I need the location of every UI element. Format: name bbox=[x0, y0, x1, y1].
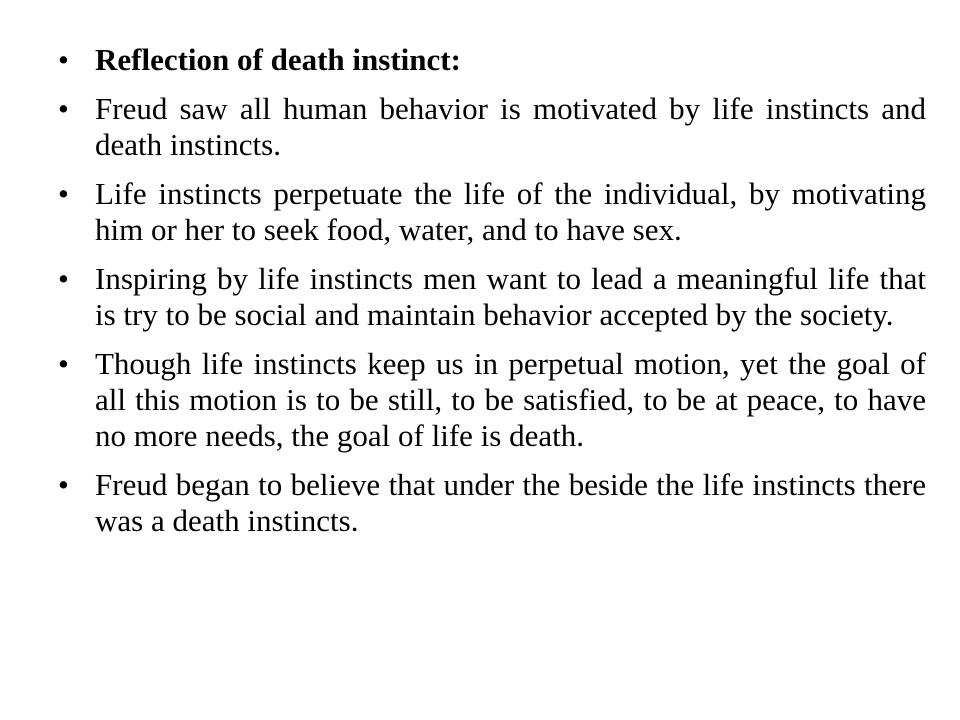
bullet-item bbox=[58, 467, 926, 539]
bullet-item bbox=[58, 91, 926, 163]
bullet-icon: • bbox=[58, 261, 69, 296]
bullet-icon: • bbox=[58, 176, 69, 211]
bullet-item bbox=[58, 261, 926, 333]
bullet-icon: • bbox=[58, 346, 69, 381]
bullet-text: Freud saw all human behavior is motivated by life instincts and death instincts. bbox=[95, 91, 926, 162]
bullet-item-heading bbox=[58, 42, 926, 78]
bullet-text: Inspiring by life instincts men want to lead a meaningful life that is try to be social and maintain behavior accepted by the society. bbox=[95, 261, 926, 332]
bullet-text: Life instincts perpetuate the life of the individual, by motivating him or her to seek food, water, and to have sex. bbox=[95, 176, 926, 247]
bullet-icon: • bbox=[58, 91, 69, 126]
bullet-text: Though life instincts keep us in perpetual motion, yet the goal of all this motion is to be still, to be satisfied, to be at peace, to have no more needs, the goal of life is death. bbox=[95, 346, 926, 453]
bullet-list bbox=[58, 42, 926, 552]
bullet-icon: • bbox=[58, 467, 69, 502]
bullet-icon: • bbox=[58, 42, 69, 77]
bullet-text: Freud began to believe that under the beside the life instincts there was a death instincts. bbox=[95, 467, 926, 538]
bullet-item bbox=[58, 346, 926, 454]
bullet-item bbox=[58, 176, 926, 248]
bullet-text: Reflection of death instinct: bbox=[95, 42, 461, 77]
